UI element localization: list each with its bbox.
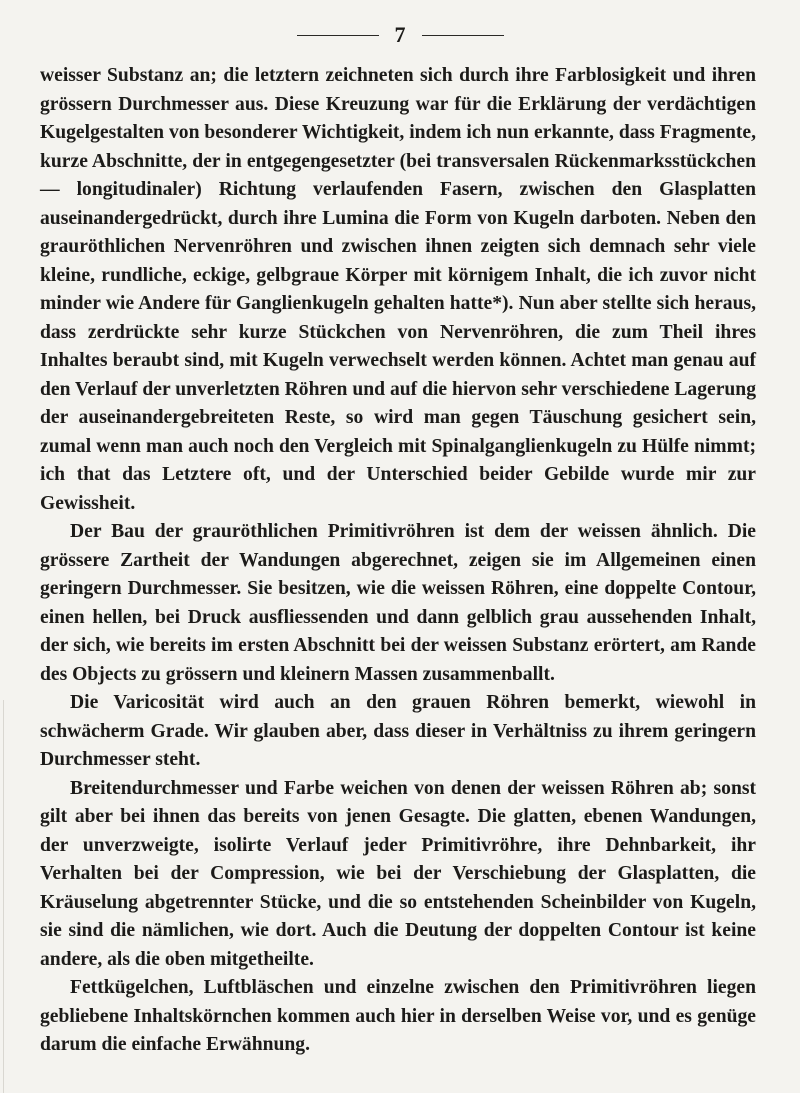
header-rule-right [422, 35, 504, 36]
page-number: 7 [394, 22, 406, 47]
paragraph: Der Bau der grauröthlichen Primitivröhren ist dem der weissen ähnlich. Die grössere Zartheit der Wandungen abgerechnet, zeigen sie im Allgemeinen einen geringern Durchmesser. Sie besitzen, wie die weissen Röhren, eine doppelte Contour, einen hellen, bei Druck ausfliessenden und dann gelblich grau aussehenden Inhalt, der sich, wie bereits im ersten Abschnitt bei der weissen Substanz erörtert, am Rande des Objects zu grössern und kleinern Massen zusammenballt. [40, 521, 756, 685]
header-rule-left [297, 35, 379, 36]
page-edge-line [3, 700, 4, 1093]
paragraph: Die Varicosität wird auch an den grauen Röhren bemerkt, wiewohl in schwächerm Grade. Wir glauben aber, dass dieser in Verhältniss zu ihrem geringern Durchmesser steht. [40, 692, 756, 770]
paragraph: weisser Substanz an; die letztern zeichneten sich durch ihre Farblosigkeit und ihren grössern Durchmesser aus. Diese Kreuzung war für die Erklärung der verdächtigen Kugelgestalten von besonderer Wichtigkeit, indem ich nun erkannte, dass Fragmente, kurze Abschnitte, der in entgegengesetzter (bei transversalen Rückenmarksstückchen — longitudinaler) Richtung verlaufenden Fasern, zwischen den Glasplatten auseinandergedrückt, durch ihre Lumina die Form von Kugeln darboten. Neben den grauröthlichen Nervenröhren und zwischen ihnen zeigten sich demnach sehr viele kleine, rundliche, eckige, gelbgraue Körper mit körnigem Inhalt, die ich zuvor nicht minder wie Andere für Ganglienkugeln gehalten hatte*). Nun aber stellte sich heraus, dass zerdrückte sehr kurze Stückchen von Nervenröhren, die zum Theil ihres Inhaltes beraubt sind, mit Kugeln verwechselt werden können. Achtet man genau auf den Verlauf der unverletzten Röhren und auf die hiervon sehr verschiedene Lagerung der auseinandergebreiteten Reste, so wird man gegen Täuschung gesichert sein, zumal wenn man auch noch den Vergleich mit Spinalganglienkugeln zu Hülfe nimmt; ich that das Letztere oft, und der Unterschied beider Gebilde wurde mir zur Gewissheit. [40, 65, 756, 514]
paragraph: Fettkügelchen, Luftbläschen und einzelne zwischen den Primitivröhren liegen gebliebene Inhaltskörnchen kommen auch hier in derselben Weise vor, und es genüge darum die einfache Erwähnung. [40, 977, 756, 1055]
paragraph: Breitendurchmesser und Farbe weichen von denen der weissen Röhren ab; sonst gilt aber bei ihnen das bereits von jenen Gesagte. Die glatten, ebenen Wandungen, der unverzweigte, isolirte Verlauf jeder Primitivröhre, ihre Dehnbarkeit, ihr Verhalten bei der Compression, wie bei der Verschiebung der Glasplatten, die Kräuselung abgetrennter Stücke, und die so entstehenden Scheinbilder von Kugeln, sie sind die nämlichen, wie dort. Auch die Deutung der doppelten Contour ist keine andere, als die oben mitgetheilte. [40, 777, 756, 970]
page-header [0, 20, 800, 50]
body-text [40, 62, 756, 1060]
